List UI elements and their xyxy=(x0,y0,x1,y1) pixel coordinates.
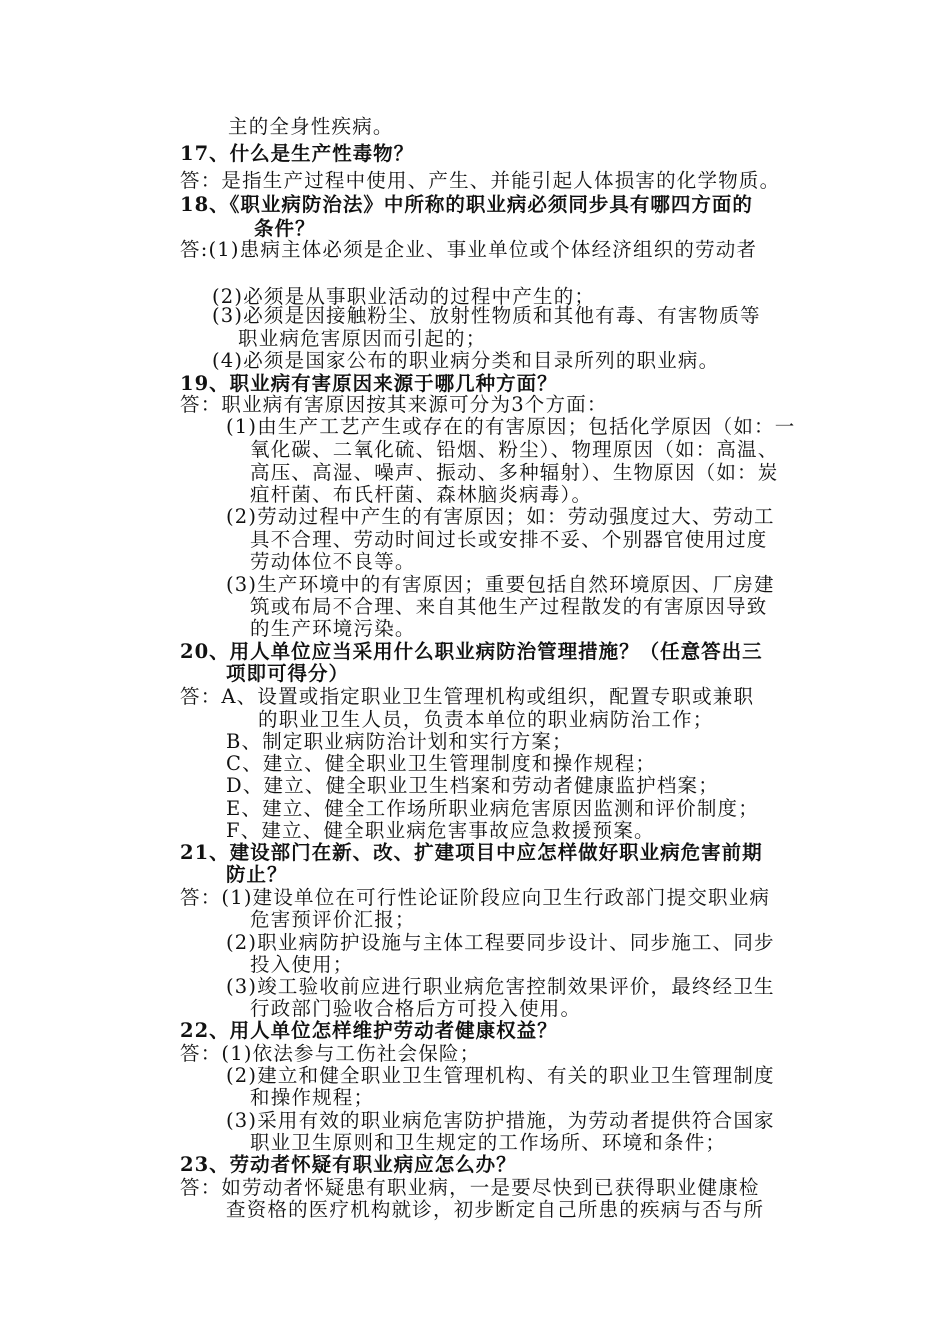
question-21: 21、建设部门在新、改、扩建项目中应怎样做好职业病危害前期 xyxy=(180,841,763,864)
text-line: 职业卫生原则和卫生规定的工作场所、环境和条件； xyxy=(250,1131,727,1154)
text-line: 具不合理、劳动时间过长或安排不妥、个别器官使用过度 xyxy=(250,528,768,551)
text-line: (3)竣工验收前应进行职业病危害控制效果评价，最终经卫生 xyxy=(226,975,775,998)
text-line: 职业病危害原因而引起的； xyxy=(238,327,487,350)
text-line: F、建立、健全职业病危害事故应急救援预案。 xyxy=(226,819,655,842)
question-22: 22、用人单位怎样维护劳动者健康权益？ xyxy=(180,1019,558,1042)
text-line: (1)由生产工艺产生或存在的有害原因；包括化学原因（如：一 xyxy=(226,415,796,438)
question-20: 20、用人单位应当采用什么职业病防治管理措施？（任意答出三 xyxy=(180,640,763,663)
question-17: 17、什么是生产性毒物？ xyxy=(180,142,415,165)
question-18: 18、《职业病防治法》中所称的职业病必须同步具有哪四方面的 xyxy=(180,193,753,216)
answer-20: 答：A、设置或指定职业卫生管理机构或组织，配置专职或兼职 xyxy=(180,685,755,708)
text-line: (4)必须是国家公布的职业病分类和目录所列的职业病。 xyxy=(212,349,720,372)
text-line: (2)劳动过程中产生的有害原因；如：劳动强度过大、劳动工 xyxy=(226,505,775,528)
text-line: 查资格的医疗机构就诊，初步断定自己所患的疾病与否与所 xyxy=(226,1198,765,1221)
text-line: (3)必须是因接触粉尘、放射性物质和其他有毒、有害物质等 xyxy=(212,304,761,327)
text-line: (2)建立和健全职业卫生管理机构、有关的职业卫生管理制度 xyxy=(226,1064,775,1087)
text-line: B、制定职业病防治计划和实行方案； xyxy=(226,730,573,753)
text-line: D、建立、健全职业卫生档案和劳动者健康监护档案； xyxy=(226,774,719,797)
text-line: 的职业卫生人员，负责本单位的职业病防治工作； xyxy=(258,708,714,731)
text-line: 筑或布局不合理、来自其他生产过程散发的有害原因导致 xyxy=(250,595,768,618)
text-line: 主的全身性疾病。 xyxy=(228,115,394,138)
text-line: 和操作规程； xyxy=(250,1086,375,1109)
text-line: 投入使用； xyxy=(250,953,354,976)
text-line: (2)职业病防护设施与主体工程要同步设计、同步施工、同步 xyxy=(226,931,775,954)
question-21-cont: 防止？ xyxy=(226,863,288,886)
text-line: (3)生产环境中的有害原因；重要包括自然环境原因、厂房建 xyxy=(226,573,775,596)
text-line: (3)采用有效的职业病危害防护措施，为劳动者提供符合国家 xyxy=(226,1109,775,1132)
answer-23: 答：如劳动者怀疑患有职业病，一是要尽快到已获得职业健康检 xyxy=(180,1176,760,1199)
answer-18: 答:(1)患病主体必须是企业、事业单位或个体经济组织的劳动者 xyxy=(180,238,758,261)
text-line: 劳动体位不良等。 xyxy=(250,550,416,573)
text-line: 高压、高湿、噪声、振动、多种辐射）、生物原因（如：炭 xyxy=(250,461,779,484)
question-20-cont: 项即可得分） xyxy=(226,662,350,685)
answer-19: 答：职业病有害原因按其来源可分为3个方面： xyxy=(180,393,608,416)
question-18-cont: 条件？ xyxy=(254,217,316,240)
question-19: 19、职业病有害原因来源于哪几种方面？ xyxy=(180,372,558,395)
text-line: (2)必须是从事职业活动的过程中产生的； xyxy=(212,285,596,308)
text-line: 行政部门验收合格后方可投入使用。 xyxy=(250,997,582,1020)
text-line: 疽杆菌、布氏杆菌、森林脑炎病毒）。 xyxy=(250,483,593,506)
answer-21: 答：(1)建设单位在可行性论证阶段应向卫生行政部门提交职业病 xyxy=(180,886,771,909)
text-line: E、建立、健全工作场所职业病危害原因监测和评价制度； xyxy=(226,797,759,820)
text-line: C、建立、健全职业卫生管理制度和操作规程； xyxy=(226,752,657,775)
answer-17: 答：是指生产过程中使用、产生、并能引起人体损害的化学物质。 xyxy=(180,169,781,192)
answer-22: 答：(1)依法参与工伤社会保险； xyxy=(180,1042,481,1065)
text-line: 氧化碳、二氧化硫、铅烟、粉尘）、物理原因（如：高温、 xyxy=(250,438,779,461)
text-line: 危害预评价汇报； xyxy=(250,908,416,931)
text-line: 的生产环境污染。 xyxy=(250,617,416,640)
question-23: 23、劳动者怀疑有职业病应怎么办？ xyxy=(180,1153,517,1176)
